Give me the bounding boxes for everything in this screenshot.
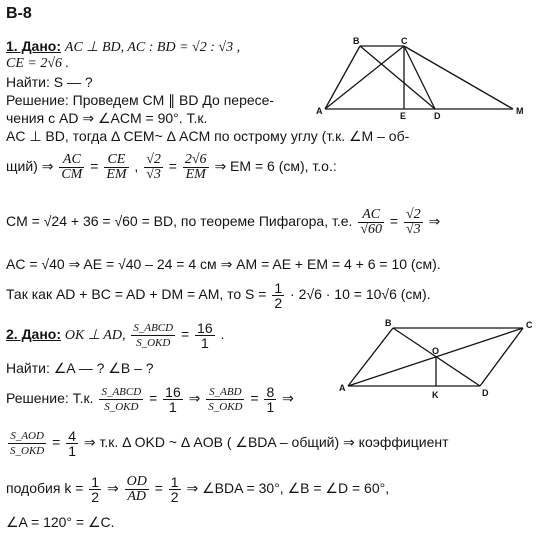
problem-2-number: 2. Дано:: [6, 326, 61, 342]
fraction-8-1: $\frac{8}{1}$: [266, 383, 275, 415]
label-k: K: [432, 390, 439, 400]
problem-1-solution-1: Решение: Проведем CM ∥ BD До пересе-: [6, 92, 275, 108]
fraction-ac-sqrt60: $\frac{AC}{√60}$: [360, 206, 382, 237]
solution-4-end: ⇒ EM = 6 (см), т.о.:: [214, 158, 337, 174]
fraction-od-ad: $\frac{OD}{AD}$: [126, 473, 147, 504]
problem-2-solution-4: ∠A = 120° = ∠C.: [6, 514, 115, 530]
problem-1-given-line: [6, 38, 240, 56]
problem-1-solution-6: AC = √40 ⇒ AE = √40 – 24 = 4 см ⇒ AM = AE + EM = 4 + 6 = 10 (см).: [6, 256, 441, 272]
segment-cm: [404, 46, 513, 109]
label-b: B: [385, 318, 392, 328]
fraction-one-half: $\frac{1}{2}$: [274, 279, 283, 311]
segment-cd: [480, 328, 523, 386]
problem-1-solution-5: CM = √24 + 36 = √60 = BD, по теореме Пифагора, т.е. $\frac{AC}{√60}$ = $\frac{√2}{√3}$ ⇒: [6, 206, 441, 237]
problem-1-given-1: AC ⊥ BD, AC : BD = √2 : √3 ,: [64, 40, 241, 55]
solution-7-end: · 2√6 · 10 = 10√6 (см).: [290, 286, 431, 302]
fraction-sabcd-sokd: $\frac{\text{S\_ABCD}}{\text{S\_OKD}}$: [133, 321, 174, 349]
solution-4-start: щий) ⇒: [6, 158, 54, 174]
problem-1-number: 1. Дано:: [6, 38, 61, 54]
problem-2-solution-3: подобия k = $\frac{1}{2}$ ⇒ $\frac{OD}{AD}$ = $\frac{1}{2}$ ⇒ ∠BDA = 30°, ∠B = ∠D = 60°,: [6, 473, 390, 505]
problem-2-given-line: 2. Дано: OK ⊥ AD, $\frac{\text{S\_ABCD}}{\text{S\_OKD}}$ = $\frac{16}{1}$ .: [6, 319, 225, 351]
solution-3-start: подобия k =: [6, 480, 84, 496]
label-a: A: [339, 383, 346, 393]
fraction-saod-sokd: $\frac{\text{S\_AOD}}{\text{S\_OKD}}$: [10, 429, 45, 457]
solution-7-start: Так как AD + BC = AD + DM = AM, то S =: [6, 286, 267, 302]
problem-1-given-2: CE = 2√6 .: [6, 56, 70, 71]
solution-1-start: Решение: Т.к.: [6, 390, 94, 406]
problem-1-solution-4: щий) ⇒ $\frac{AC}{CM}$ = $\frac{CE}{EM}$ , $\frac{√2}{√3}$ = $\frac{2√6}{EM}$ ⇒ EM = 6 (см), т.о.:: [6, 151, 337, 182]
solution-3-end: ⇒ ∠BDA = 30°, ∠B = ∠D = 60°,: [186, 480, 390, 496]
fraction-ce-em: $\frac{CE}{EM}$: [106, 151, 127, 182]
segment-ab: [325, 46, 360, 109]
problem-1-solution-3: AC ⊥ BD, тогда Δ CEM~ Δ ACM по острому углу (т.к. ∠M – об-: [6, 128, 410, 144]
fraction-4-1: $\frac{4}{1}$: [68, 427, 76, 459]
problem-2-solution-1: Решение: Т.к. $\frac{\text{S\_ABCD}}{\text{S\_OKD}}$ = $\frac{16}{1}$ ⇒ $\frac{\text{S\_ABD}}{\text{S\_OKD}}$ = $\frac{8}{1}$ ⇒: [6, 383, 294, 415]
segment-ac: [325, 46, 404, 109]
label-c: C: [401, 36, 408, 46]
fraction-sqrt2-sqrt3-b: $\frac{√2}{√3}$: [405, 206, 421, 237]
segment-ab: [348, 328, 393, 386]
solution-5-start: CM = √24 + 36 = √60 = BD, по теореме Пифагора, т.е.: [6, 213, 353, 229]
label-a: A: [316, 106, 323, 116]
figure-2-parallelogram: [338, 318, 540, 400]
page-header: В-8: [6, 5, 32, 22]
fraction-16-1: $\frac{16}{1}$: [197, 319, 213, 351]
fraction-k: $\frac{1}{2}$: [91, 473, 100, 505]
problem-1-solution-7: [6, 278, 431, 310]
label-e: E: [400, 111, 407, 120]
fraction-16-1-b: $\frac{16}{1}$: [165, 383, 181, 415]
fraction-sabd-sokd: $\frac{\text{S\_ABD}}{\text{S\_OKD}}$: [208, 385, 243, 413]
segment-bd: [360, 46, 435, 109]
fraction-sabcd-sokd-b: $\frac{\text{S\_ABCD}}{\text{S\_OKD}}$: [101, 385, 142, 413]
fraction-2sqrt6-em: $\frac{2√6}{EM}$: [184, 151, 207, 182]
fraction-sqrt2-sqrt3: $\frac{√2}{√3}$: [146, 151, 161, 182]
label-b: B: [353, 36, 360, 46]
solution-2-text: ⇒ т.к. Δ OKD ~ Δ AOB ( ∠BDA – общий) ⇒ коэффициент: [83, 434, 449, 450]
label-d: D: [434, 111, 441, 120]
fraction-ac-cm: $\frac{AC}{CM}$: [61, 151, 83, 182]
problem-2-solution-2: $\frac{\text{S\_AOD}}{\text{S\_OKD}}$ = $\frac{4}{1}$ ⇒ т.к. Δ OKD ~ Δ AOB ( ∠BDA – общий) ⇒ коэффициент: [10, 427, 449, 459]
label-d: D: [482, 388, 489, 398]
fraction-one-half-b: $\frac{1}{2}$: [170, 473, 179, 505]
figure-1-trapezoid: [315, 36, 540, 120]
label-c: C: [526, 320, 533, 330]
problem-2-given: OK ⊥ AD,: [64, 328, 126, 343]
problem-1-find: Найти: S — ?: [6, 74, 93, 90]
label-o: O: [432, 346, 440, 356]
problem-1-solution-2: чения с AD ⇒ ∠ACM = 90°. Т.к.: [6, 110, 208, 126]
problem-2-find: Найти: ∠A — ? ∠B – ?: [6, 360, 154, 376]
label-m: M: [516, 106, 524, 116]
